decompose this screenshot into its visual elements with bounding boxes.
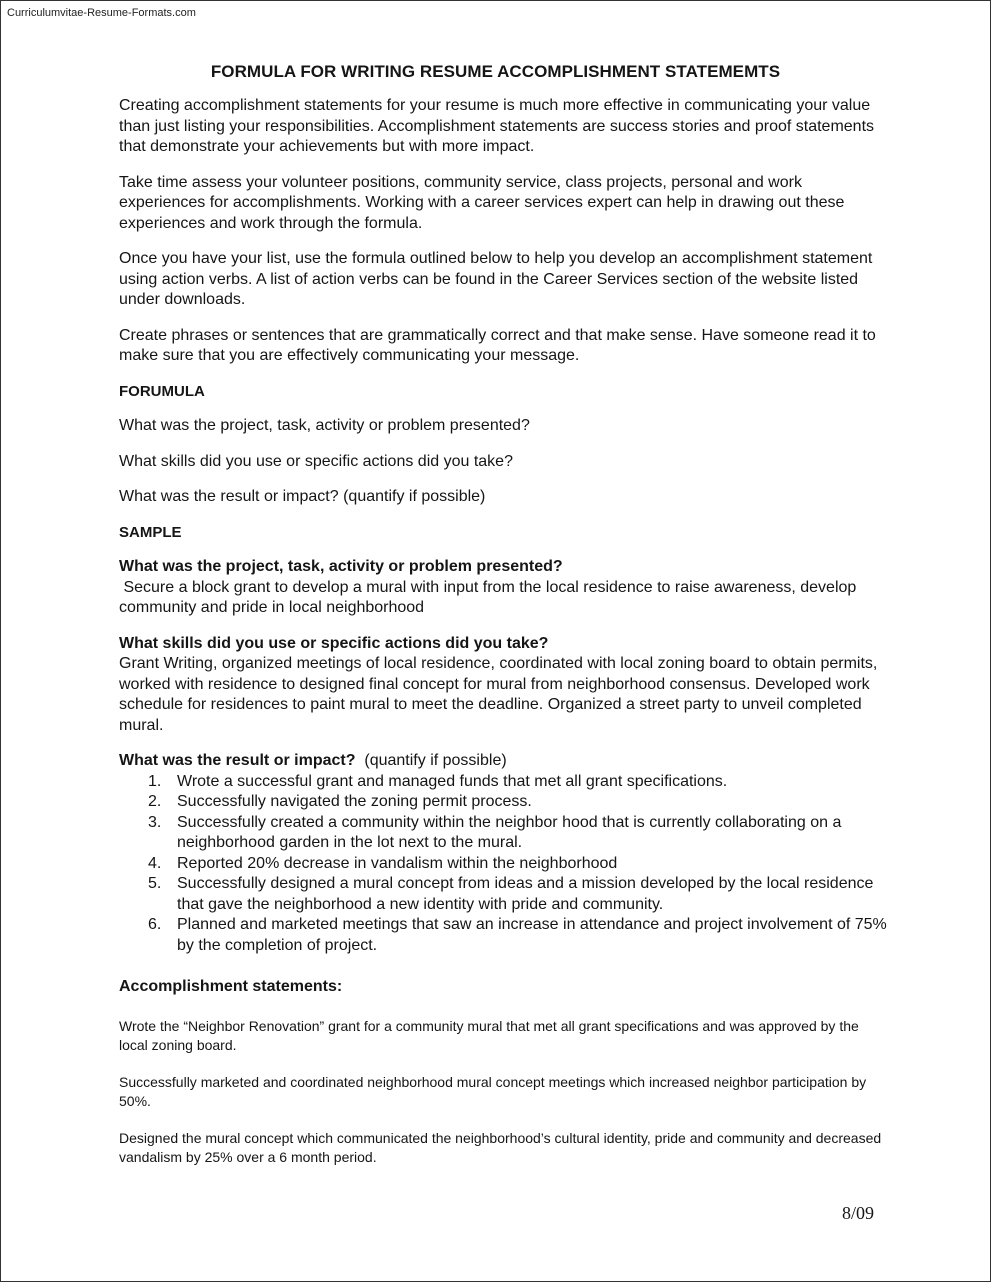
page-number: 8/09 [841, 1203, 874, 1223]
formula-question-1: What was the project, task, activity or problem presented? [119, 417, 530, 434]
accomplishments-heading: Accomplishment statements: [119, 978, 343, 995]
list-item [119, 854, 889, 875]
formula-label: FORUMULA [119, 382, 205, 400]
intro-paragraph-3: Once you have your list, use the formula outlined below to help you develop an accomplishment statement using action verbs. A list of action verbs can be found in the Career Services section of the website listed under downloads. [119, 250, 873, 308]
sample-answer-2: Grant Writing, organized meetings of local residence, coordinated with local zoning board to obtain permits, worked with residence to designed final concept for mural from neighborhood consensus. Developed work schedule for residences to paint mural to meet the deadline. Organized a street party to unveil completed mural. [119, 655, 878, 734]
list-item-text: Reported 20% decrease in vandalism within the neighborhood [177, 854, 618, 872]
list-item-text: Successfully navigated the zoning permit process. [177, 793, 532, 810]
accomplishment-statement-2: Successfully marketed and coordinated neighborhood mural concept meetings which increased neighbor participation by 50%. [119, 1073, 867, 1109]
results-list [119, 772, 889, 957]
list-item [119, 813, 889, 854]
formula-question-3: What was the result or impact? (quantify if possible) [119, 488, 486, 505]
sample-block-skills [119, 634, 889, 737]
intro-paragraph-4: Create phrases or sentences that are grammatically correct and that make sense. Have someone read it to make sure that you are effectively communicating your message. [119, 326, 876, 364]
sample-block-results [119, 751, 889, 956]
sample-question-1: What was the project, task, activity or problem presented? [119, 558, 563, 575]
sample-question-3-line [119, 751, 889, 772]
document-body [119, 96, 889, 1185]
list-item [119, 915, 889, 956]
sample-label: SAMPLE [119, 523, 182, 541]
document-title: FORMULA FOR WRITING RESUME ACCOMPLISHMENT STATEMEMTS [210, 62, 781, 81]
watermark-text: Curriculumvitae-Resume-Formats.com [7, 7, 196, 19]
accomplishment-statement-1: Wrote the “Neighbor Renovation” grant for a community mural that met all grant specifications and was approved by the local zoning board. [119, 1017, 859, 1053]
list-item-number: 4. [148, 854, 162, 872]
sample-question-2: What skills did you use or specific actions did you take? [119, 634, 549, 652]
list-item [119, 874, 889, 915]
list-item-text: Successfully designed a mural concept from ideas and a mission developed by the local residence that gave the neighborhood a new identity with pride and community. [177, 875, 874, 913]
list-item-number: 6. [148, 916, 162, 933]
sample-answer-1: Secure a block grant to develop a mural with input from the local residence to raise awareness, develop community and pride in local neighborhood [119, 578, 861, 616]
sample-question-3-note: (quantify if possible) [355, 752, 507, 769]
sample-question-3: What was the result or impact? [119, 752, 356, 769]
list-item-text: Successfully created a community within the neighbor hood that is currently collaborating on a neighborhood garden in the lot next to the mural. [177, 813, 842, 851]
formula-question-2: What skills did you use or specific actions did you take? [119, 452, 513, 470]
list-item-number: 5. [148, 875, 162, 892]
accomplishment-statement-3: Designed the mural concept which communicated the neighborhood’s cultural identity, pride and community and decreased vandalism by 25% over a 6 month period. [119, 1129, 882, 1165]
list-item-text: Planned and marketed meetings that saw an increase in attendance and project involvement of 75% by the completion of project. [177, 916, 887, 954]
list-item-number: 2. [148, 793, 162, 810]
list-item [119, 772, 889, 793]
intro-paragraph-2: Take time assess your volunteer positions, community service, class projects, personal and work experiences for accomplishments. Working with a career services expert can help in drawing out these experiences and work through the formula. [119, 173, 845, 232]
list-item [119, 792, 889, 813]
sample-block-project [119, 557, 889, 619]
list-item-number: 1. [148, 772, 162, 790]
list-item-text: Wrote a successful grant and managed funds that met all grant specifications. [177, 772, 728, 790]
intro-paragraph-1: Creating accomplishment statements for your resume is much more effective in communicating your value than just listing your responsibilities. Accomplishment statements are success stories and proof statements that demonstrate your achievements but with more impact. [119, 97, 875, 155]
list-item-number: 3. [148, 813, 162, 831]
